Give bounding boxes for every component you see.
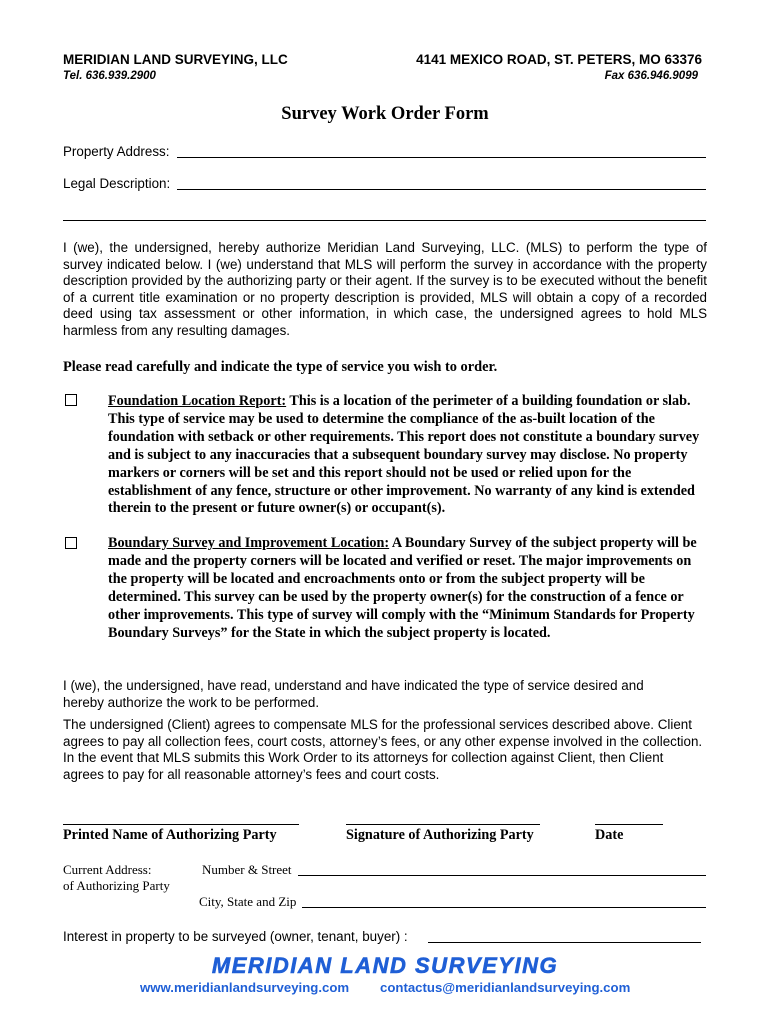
footer-email-link[interactable]: contactus@meridianlandsurveying.com [380,980,631,995]
boundary-survey-description: A Boundary Survey of the subject property will be made and the property corners will be located and verified or reset. The major improvements on the property will be located and encroachments onto or from the subject property will be determined. This survey can be used by the property owner(s) for the construction of a fence or other improvements. This type of survey will comply with the “Minimum Standards for Property Boundary Surveys” for the State in which the subject property is located. [108,535,697,641]
boundary-survey-checkbox[interactable] [65,537,77,549]
legal-description-field-line-2[interactable] [63,220,706,221]
city-state-zip-label: City, State and Zip [199,894,297,909]
acknowledgement-paragraph: I (we), the undersigned, have read, understand and have indicated the type of service desired and hereby authorize the work to be performed. [63,678,644,710]
foundation-location-description: This is a location of the perimeter of a building foundation or slab. This type of service may be used to determine the compliance of the as-built location of the foundation with setback or other requirements. This report does not constitute a boundary survey and is subject to any inaccuracies that a subsequent boundary survey may disclose. No property markers or corners will be set and this report should not be used or relied upon for the establishment of any fence, structure or other improvement. No warranty of any kind is extended therein to the present or future owner(s) or occupant(s). [108,393,700,517]
legal-description-label: Legal Description: [63,176,171,191]
footer-brand-logo: MERIDIAN LAND SURVEYING [211,953,559,978]
service-instruction: Please read carefully and indicate the type of service you wish to order. [63,359,498,375]
footer-website-link[interactable]: www.meridianlandsurveying.com [140,980,350,995]
legal-description-field[interactable] [177,189,706,190]
printed-name-field[interactable] [63,824,299,825]
date-label: Date [595,827,624,843]
interest-field[interactable] [428,942,701,943]
foundation-location-checkbox[interactable] [65,394,77,406]
current-address-label: Current Address: [63,862,152,877]
city-state-zip-field[interactable] [302,907,706,908]
signature-label: Signature of Authorizing Party [346,827,534,843]
number-street-label: Number & Street [202,862,292,877]
interest-label: Interest in property to be surveyed (owner, tenant, buyer) : [63,929,408,944]
printed-name-label: Printed Name of Authorizing Party [63,827,277,843]
current-address-sublabel: of Authorizing Party [63,878,170,893]
form-title: Survey Work Order Form [281,104,489,124]
number-street-field[interactable] [298,875,706,876]
authorization-paragraph: I (we), the undersigned, hereby authorize Meridian Land Surveying, LLC. (MLS) to perform the type of survey indicated below. I (we) understand that MLS will perform the survey in accordance with the property description provided by the authorizing party or their agent. If the survey is to be executed without the benefit of a current title examination or no property description is provided, MLS will obtain a copy of a recorded deed using tax assessment or other information, in which case, the undersigned agrees to hold MLS harmless from any resulting damages. [63,240,707,338]
company-phone: Tel. 636.939.2900 [63,70,156,82]
signature-field[interactable] [346,824,540,825]
foundation-location-title: Foundation Location Report: [108,393,287,409]
foundation-location-option [108,393,708,518]
property-address-label: Property Address: [63,144,170,159]
company-name: MERIDIAN LAND SURVEYING, LLC [63,52,288,67]
compensation-paragraph: The undersigned (Client) agrees to compensate MLS for the professional services described above. Client agrees to pay all collection fees, court costs, attorney’s fees, or any other expense involved in the collection. In the event that MLS submits this Work Order to its attorneys for collection against Client, then Client agrees to pay for all reasonable attorney’s fees and court costs. [63,717,703,782]
company-address: 4141 MEXICO ROAD, ST. PETERS, MO 63376 [416,52,702,67]
boundary-survey-title: Boundary Survey and Improvement Location: [108,535,390,551]
boundary-survey-option [108,535,706,642]
property-address-field[interactable] [177,157,706,158]
date-field[interactable] [595,824,663,825]
company-fax: Fax 636.946.9099 [604,70,698,82]
